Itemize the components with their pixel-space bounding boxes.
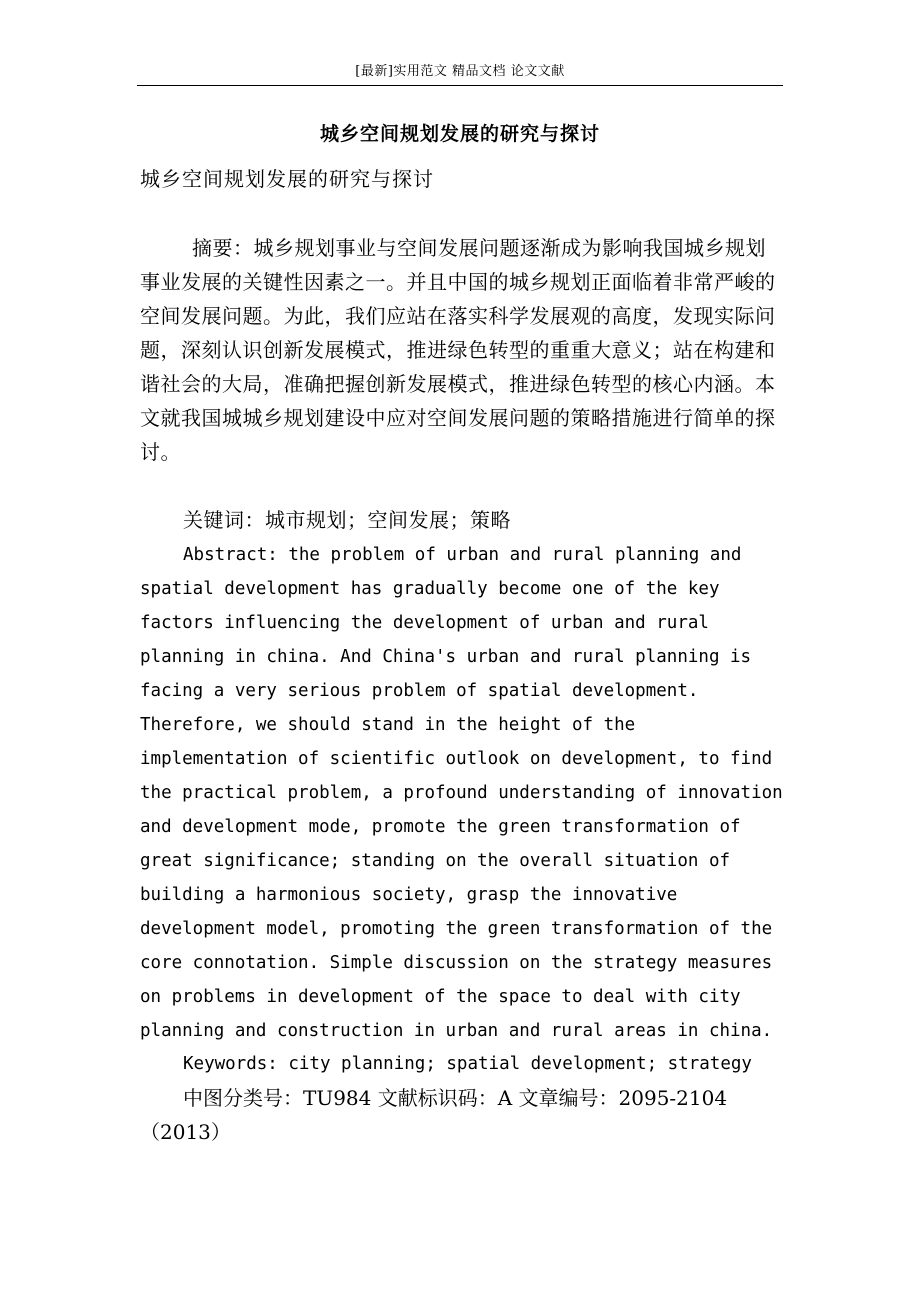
chinese-abstract: 摘要：城乡规划事业与空间发展问题逐渐成为影响我国城乡规划事业发展的关键性因素之一。并且中国的城乡规划正面临着非常严峻的空间发展问题。为此，我们应站在落实科学发展观的高度，发现实际问题，深刻认识创新发展模式，推进绿色转型的重重大意义；站在构建和谐社会的大局，准确把握创新发展模式，推进绿色转型的核心内涵。本文就我国城城乡规划建设中应对空间发展问题的策略措施进行简单的探讨。: [140, 236, 776, 464]
document-title: 城乡空间规划发展的研究与探讨: [319, 123, 600, 145]
page-header: [最新]实用范文 精品文档 论文文献: [355, 64, 565, 79]
classification-info: 中图分类号：TU984 文献标识码：A 文章编号：2095-2104（2013）: [140, 1086, 728, 1144]
document-subtitle: 城乡空间规划发展的研究与探讨: [140, 167, 434, 191]
english-abstract: Abstract: the problem of urban and rural planning and spatial development has gradually become one of the key factors influencing the development of urban and rural planning in china. And China's urban and rural planning is facing a very serious problem of spatial development. Therefore, we should stand in the height of the implementation of scientific outlook on development, to find the practical problem, a profound understanding of innovation and development mode, promote the green transformation of great significance; standing on the overall situation of building a harmonious society, grasp the innovative development model, promoting the green transformation of the core connotation. Simple discussion on the strategy measures on problems in development of the space to deal with city planning and construction in urban and rural areas in china.: [140, 545, 783, 1041]
chinese-keywords: 关键词：城市规划；空间发展；策略: [183, 508, 511, 532]
english-keywords: Keywords: city planning; spatial development; strategy: [183, 1054, 752, 1074]
header-divider: [137, 85, 783, 86]
